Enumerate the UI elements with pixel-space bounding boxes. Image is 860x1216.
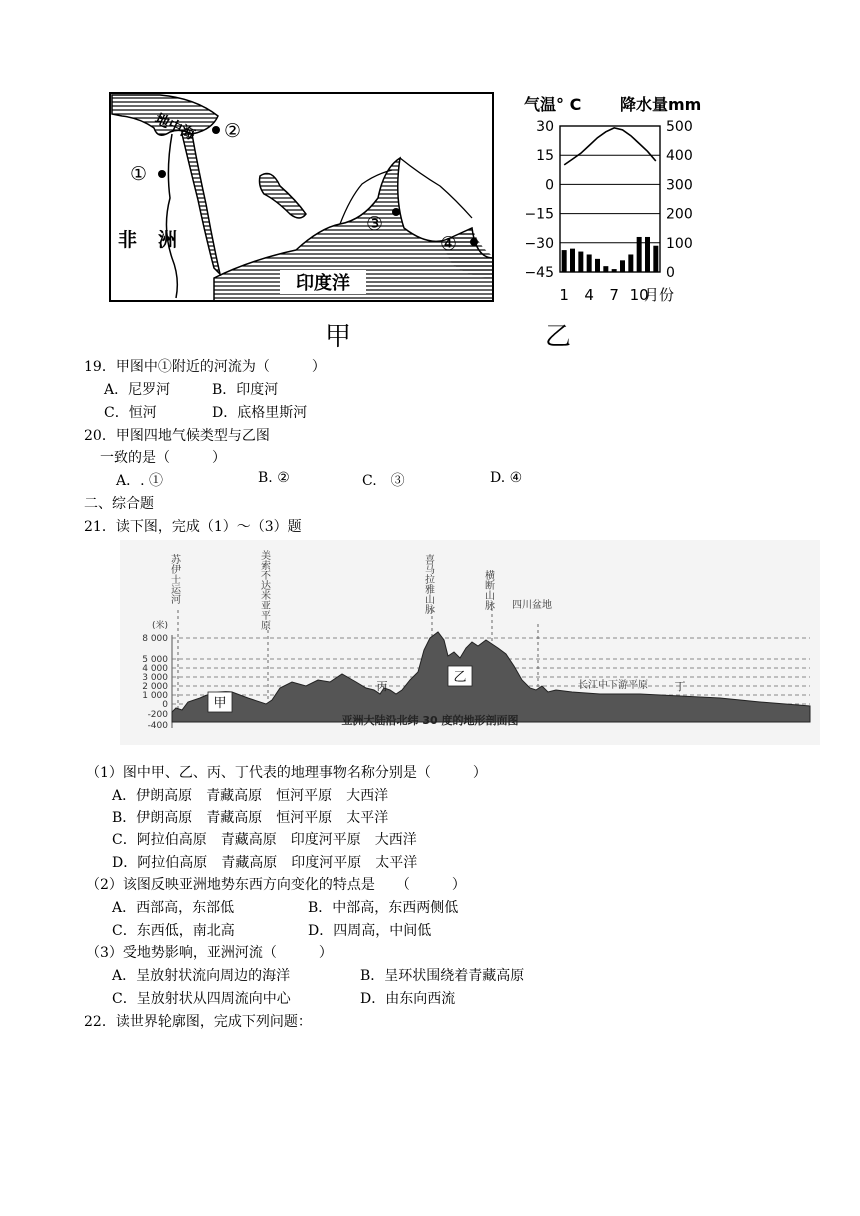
point-4-label: ④ bbox=[440, 233, 458, 255]
month-tick-label: 10 bbox=[629, 286, 649, 304]
precip-bar bbox=[620, 260, 625, 272]
y-tick-1000: 1 000 bbox=[142, 691, 168, 701]
section-2-heading: 二、综合题 bbox=[84, 496, 154, 512]
precip-tick-label: 500 bbox=[666, 119, 693, 135]
q20-option-d[interactable]: D. ④ bbox=[490, 470, 523, 486]
precip-bar bbox=[570, 249, 575, 272]
label-hengduan: 横断山脉 bbox=[482, 570, 494, 610]
month-tick-label: 4 bbox=[584, 286, 594, 304]
precip-bar bbox=[645, 237, 650, 272]
marker-ding: 丁 bbox=[674, 680, 686, 693]
africa-label-1: 非 bbox=[118, 229, 138, 251]
profile-title: 亚洲大陆沿北纬 30 度的地形剖面图 bbox=[341, 714, 519, 727]
label-himalaya: 喜马拉雅山脉 bbox=[422, 554, 434, 614]
y-tick-minus-400: -400 bbox=[147, 721, 168, 731]
precip-bar bbox=[628, 254, 633, 272]
q19-stem: 19．甲图中①附近的河流为（ ） bbox=[84, 359, 326, 375]
precip-tick-label: 400 bbox=[666, 148, 693, 165]
q21-2-option-c[interactable]: C．东西低，南北高 bbox=[112, 923, 235, 939]
y-tick-3000: 3 000 bbox=[142, 673, 168, 683]
climate-caption: 乙 bbox=[545, 322, 572, 352]
q21-stem: 21．读下图，完成（1）～（3）题 bbox=[84, 519, 302, 535]
month-tick-label: 7 bbox=[609, 286, 619, 304]
q21-1-option-c[interactable]: C．阿拉伯高原 青藏高原 印度河平原 大西洋 bbox=[112, 832, 417, 848]
precip-bar bbox=[587, 254, 592, 272]
q21-2-option-a[interactable]: A．西部高，东部低 bbox=[112, 900, 235, 916]
precip-bar bbox=[612, 269, 617, 272]
precip-bar bbox=[595, 259, 600, 272]
marker-yi: 乙 bbox=[453, 670, 467, 685]
profile-figure bbox=[120, 540, 820, 745]
point-2-dot bbox=[212, 126, 220, 134]
q21-2-stem: （2）该图反映亚洲地势东西方向变化的特点是 （ ） bbox=[86, 877, 466, 893]
marker-jia: 甲 bbox=[213, 696, 227, 711]
precip-tick-label: 100 bbox=[666, 235, 693, 252]
y-tick-2000: 2 000 bbox=[142, 682, 168, 692]
climate-chart bbox=[520, 88, 710, 306]
q20-option-c[interactable]: C. ③ bbox=[362, 473, 405, 489]
precip-bar bbox=[562, 250, 567, 272]
precip-bar bbox=[603, 266, 608, 272]
temp-axis-label: 气温° C bbox=[524, 95, 582, 114]
q20-option-a[interactable]: A．. ① bbox=[116, 473, 164, 489]
unit-label: (米) bbox=[151, 621, 168, 631]
point-3-label: ③ bbox=[366, 213, 384, 235]
q22-stem: 22．读世界轮廓图，完成下列问题： bbox=[84, 1014, 312, 1030]
temp-tick-label: −15 bbox=[524, 206, 554, 223]
point-1-dot bbox=[158, 170, 166, 178]
q20-stem-2: 一致的是（ ） bbox=[100, 450, 226, 466]
q20-stem: 20．甲图四地气候类型与乙图 bbox=[84, 428, 270, 444]
y-tick-5000: 5 000 bbox=[142, 655, 168, 665]
y-tick-4000: 4 000 bbox=[142, 664, 168, 674]
temp-tick-label: 30 bbox=[536, 119, 554, 135]
q20-option-b[interactable]: B. ② bbox=[258, 470, 290, 486]
q21-2-option-b[interactable]: B．中部高，东西两侧低 bbox=[308, 900, 459, 916]
month-axis-label: 月份 bbox=[644, 286, 675, 304]
q21-1-stem: （1）图中甲、乙、丙、丁代表的地理事物名称分别是（ ） bbox=[86, 765, 487, 781]
map-figure bbox=[100, 88, 500, 304]
q19-option-c[interactable]: C．恒河 bbox=[104, 405, 157, 421]
q21-1-option-d[interactable]: D．阿拉伯高原 青藏高原 印度河平原 太平洋 bbox=[112, 855, 418, 871]
y-tick-0: 0 bbox=[162, 700, 168, 710]
q21-3-stem: （3）受地势影响，亚洲河流（ ） bbox=[86, 945, 333, 961]
q21-2-option-d[interactable]: D．四周高，中间低 bbox=[308, 923, 432, 939]
month-tick-label: 1 bbox=[559, 286, 569, 304]
indian-ocean-label: 印度洋 bbox=[296, 273, 350, 294]
q21-3-option-b[interactable]: B．呈环状围绕着青藏高原 bbox=[360, 968, 525, 984]
africa-label-2: 洲 bbox=[158, 229, 178, 251]
y-tick-8000: 8 000 bbox=[142, 634, 168, 644]
q19-option-b[interactable]: B．印度河 bbox=[212, 382, 279, 398]
map-caption: 甲 bbox=[325, 322, 352, 352]
point-4-dot bbox=[470, 238, 478, 246]
temp-tick-label: 0 bbox=[545, 177, 554, 194]
q19-option-a[interactable]: A．尼罗河 bbox=[104, 382, 171, 398]
precip-bar bbox=[653, 246, 658, 272]
label-meso: 美索不达米亚平原 bbox=[258, 550, 270, 630]
precip-bar bbox=[637, 237, 642, 272]
label-suez: 苏伊士运河 bbox=[168, 554, 180, 604]
temp-tick-label: −45 bbox=[524, 265, 554, 281]
precip-tick-label: 0 bbox=[666, 265, 675, 281]
precip-tick-label: 300 bbox=[666, 177, 693, 194]
temp-tick-label: −30 bbox=[524, 235, 554, 252]
q21-3-option-d[interactable]: D．由东向西流 bbox=[360, 991, 456, 1007]
q21-3-option-c[interactable]: C．呈放射状从四周流向中心 bbox=[112, 991, 291, 1007]
q21-3-option-a[interactable]: A．呈放射状流向周边的海洋 bbox=[112, 968, 291, 984]
temperature-line bbox=[564, 128, 656, 165]
temp-tick-label: 15 bbox=[536, 148, 554, 165]
mediterranean-label: 地中海 bbox=[152, 111, 198, 144]
point-1-label: ① bbox=[130, 163, 148, 185]
y-tick-minus-200: -200 bbox=[147, 710, 168, 720]
q21-1-option-b[interactable]: B．伊朗高原 青藏高原 恒河平原 太平洋 bbox=[112, 810, 389, 826]
point-2-label: ② bbox=[224, 120, 242, 142]
label-yangtze: 长江中下游平原 bbox=[578, 680, 648, 691]
precip-tick-label: 200 bbox=[666, 206, 693, 223]
q21-1-option-a[interactable]: A．伊朗高原 青藏高原 恒河平原 大西洋 bbox=[112, 788, 389, 804]
marker-bing: 丙 bbox=[376, 680, 388, 693]
precip-axis-label: 降水量mm bbox=[620, 95, 702, 114]
q19-option-d[interactable]: D．底格里斯河 bbox=[212, 405, 308, 421]
precip-bar bbox=[578, 252, 583, 272]
label-sichuan: 四川盆地 bbox=[512, 600, 552, 611]
point-3-dot bbox=[392, 208, 400, 216]
